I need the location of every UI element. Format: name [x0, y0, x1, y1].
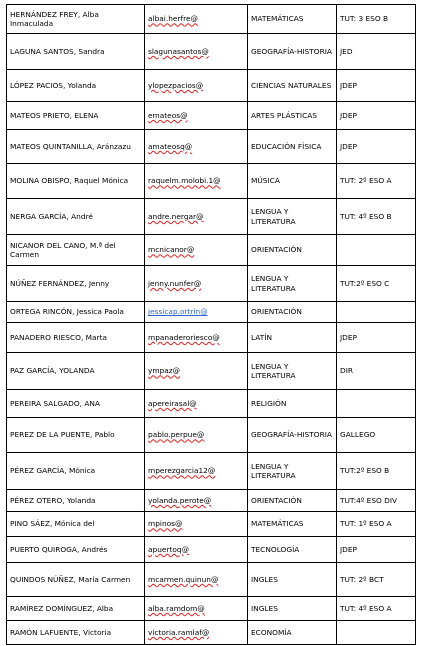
table-row	[7, 235, 416, 266]
teacher-name: ORTEGA RINCÓN, Jessica Paola	[7, 302, 145, 323]
table-row	[7, 5, 416, 34]
teacher-name: LAGUNA SANTOS, Sandra	[7, 34, 145, 70]
teacher-email: alba.ramdom@	[145, 597, 248, 621]
teacher-name: PINO SÁEZ, Mónica del	[7, 512, 145, 537]
teacher-email: albai.herfre@	[145, 5, 248, 34]
teacher-name: MATEOS QUINTANILLA, Aránzazu	[7, 130, 145, 164]
teacher-subject: EDUCACIÓN FÍSICA	[248, 130, 337, 164]
table-row	[7, 453, 416, 490]
teacher-name: MOLINA OBISPO, Raquel Mónica	[7, 164, 145, 199]
teacher-subject: ORIENTACIÓN	[248, 235, 337, 266]
teacher-subject: ECONOMÍA	[248, 621, 337, 645]
table-row	[7, 418, 416, 453]
staff-table-body	[7, 5, 416, 645]
teacher-subject: LENGUA Y LITERATURA	[248, 453, 337, 490]
teacher-subject: MATEMÁTICAS	[248, 512, 337, 537]
teacher-role: DIR	[337, 353, 416, 390]
teacher-role: JDEP	[337, 537, 416, 563]
staff-table	[6, 4, 416, 645]
teacher-subject: MATEMÁTICAS	[248, 5, 337, 34]
table-row	[7, 266, 416, 302]
teacher-subject: TECNOLOGÍA	[248, 537, 337, 563]
teacher-subject: INGLES	[248, 597, 337, 621]
teacher-name: NÚÑEZ FERNÁNDEZ, Jenny	[7, 266, 145, 302]
teacher-email: ylopezpacios@	[145, 70, 248, 102]
table-row	[7, 199, 416, 235]
teacher-email: mcnicanor@	[145, 235, 248, 266]
teacher-subject: LENGUA Y LITERATURA	[248, 266, 337, 302]
teacher-name: PÉREZ GARCÍA, Mónica	[7, 453, 145, 490]
teacher-subject: LENGUA Y LITERATURA	[248, 353, 337, 390]
teacher-role	[337, 235, 416, 266]
teacher-email: emateos@	[145, 102, 248, 130]
table-row	[7, 621, 416, 645]
teacher-role: TUT: 1º ESO A	[337, 512, 416, 537]
teacher-role: JDEP	[337, 323, 416, 353]
teacher-email: mperezgarcia12@	[145, 453, 248, 490]
teacher-email: jenny.nunfer@	[145, 266, 248, 302]
teacher-subject: MÚSICA	[248, 164, 337, 199]
teacher-role: TUT: 3 ESO B	[337, 5, 416, 34]
teacher-subject: ORIENTACIÓN	[248, 302, 337, 323]
teacher-email: andre.nergar@	[145, 199, 248, 235]
teacher-name: RAMÓN LAFUENTE, Victoria	[7, 621, 145, 645]
teacher-name: PAZ GARCÍA, YOLANDA	[7, 353, 145, 390]
table-row	[7, 490, 416, 512]
teacher-email: mpinos@	[145, 512, 248, 537]
teacher-subject: LENGUA Y LITERATURA	[248, 199, 337, 235]
table-row	[7, 353, 416, 390]
teacher-email: raquelm.molobi.1@	[145, 164, 248, 199]
teacher-role: JDEP	[337, 130, 416, 164]
teacher-email: apuertoq@	[145, 537, 248, 563]
teacher-subject: CIENCIAS NATURALES	[248, 70, 337, 102]
table-row	[7, 390, 416, 418]
teacher-email: amateosq@	[145, 130, 248, 164]
teacher-name: MATEOS PRIETO, ELENA	[7, 102, 145, 130]
teacher-subject: RELIGIÓN	[248, 390, 337, 418]
teacher-role: TUT: 4º ESO A	[337, 597, 416, 621]
teacher-name: PEREIRA SALGADO, ANA	[7, 390, 145, 418]
teacher-role: JDEP	[337, 102, 416, 130]
teacher-subject: GEOGRAFÍA-HISTORIA	[248, 418, 337, 453]
table-row	[7, 102, 416, 130]
teacher-subject: ORIENTACIÓN	[248, 490, 337, 512]
teacher-role: TUT: 2º BCT	[337, 563, 416, 597]
teacher-email: slagunasantos@	[145, 34, 248, 70]
teacher-name: LÓPEZ PACIOS, Yolanda	[7, 70, 145, 102]
teacher-name: PUERTO QUIROGA, Andrés	[7, 537, 145, 563]
teacher-email: ympaz@	[145, 353, 248, 390]
table-row	[7, 323, 416, 353]
teacher-role: GALLEGO	[337, 418, 416, 453]
table-row	[7, 537, 416, 563]
table-row	[7, 563, 416, 597]
teacher-role: TUT: 2º ESO A	[337, 164, 416, 199]
teacher-role: JED	[337, 34, 416, 70]
teacher-subject: GEOGRAFÍA-HISTORIA	[248, 34, 337, 70]
teacher-name: QUINDOS NÚÑEZ, María Carmen	[7, 563, 145, 597]
table-row	[7, 130, 416, 164]
teacher-role	[337, 302, 416, 323]
teacher-role	[337, 621, 416, 645]
teacher-role: JDEP	[337, 70, 416, 102]
teacher-name: HERNÁNDEZ FREY, Alba Inmaculada	[7, 5, 145, 34]
teacher-email: yolanda.perote@	[145, 490, 248, 512]
teacher-name: PÉREZ OTERO, Yolanda	[7, 490, 145, 512]
teacher-role: TUT: 4º ESO B	[337, 199, 416, 235]
teacher-email: mcarmen.quinun@	[145, 563, 248, 597]
teacher-name: NICANOR DEL CANO, M.ª del Carmen	[7, 235, 145, 266]
table-row	[7, 164, 416, 199]
teacher-subject: LATÍN	[248, 323, 337, 353]
table-row	[7, 302, 416, 323]
teacher-role: TUT:2º ESO C	[337, 266, 416, 302]
teacher-email: victoria.ramlaf@	[145, 621, 248, 645]
table-row	[7, 70, 416, 102]
teacher-role	[337, 390, 416, 418]
teacher-email: apereirasal@	[145, 390, 248, 418]
teacher-email[interactable]: jessicap.ortrin@	[145, 302, 248, 323]
table-row	[7, 512, 416, 537]
teacher-name: RAMÍREZ DOMÍNGUEZ, Alba	[7, 597, 145, 621]
teacher-subject: INGLES	[248, 563, 337, 597]
teacher-role: TUT:4º ESO DIV	[337, 490, 416, 512]
teacher-email: pablo.perpue@	[145, 418, 248, 453]
teacher-name: PANADERO RIESCO, Marta	[7, 323, 145, 353]
teacher-name: NERGA GARCÍA, André	[7, 199, 145, 235]
teacher-name: PEREZ DE LA PUENTE, Pablo	[7, 418, 145, 453]
teacher-subject: ARTES PLÁSTICAS	[248, 102, 337, 130]
teacher-role: TUT:2º ESO B	[337, 453, 416, 490]
table-row	[7, 34, 416, 70]
teacher-email: mpanaderoriesco@	[145, 323, 248, 353]
table-row	[7, 597, 416, 621]
